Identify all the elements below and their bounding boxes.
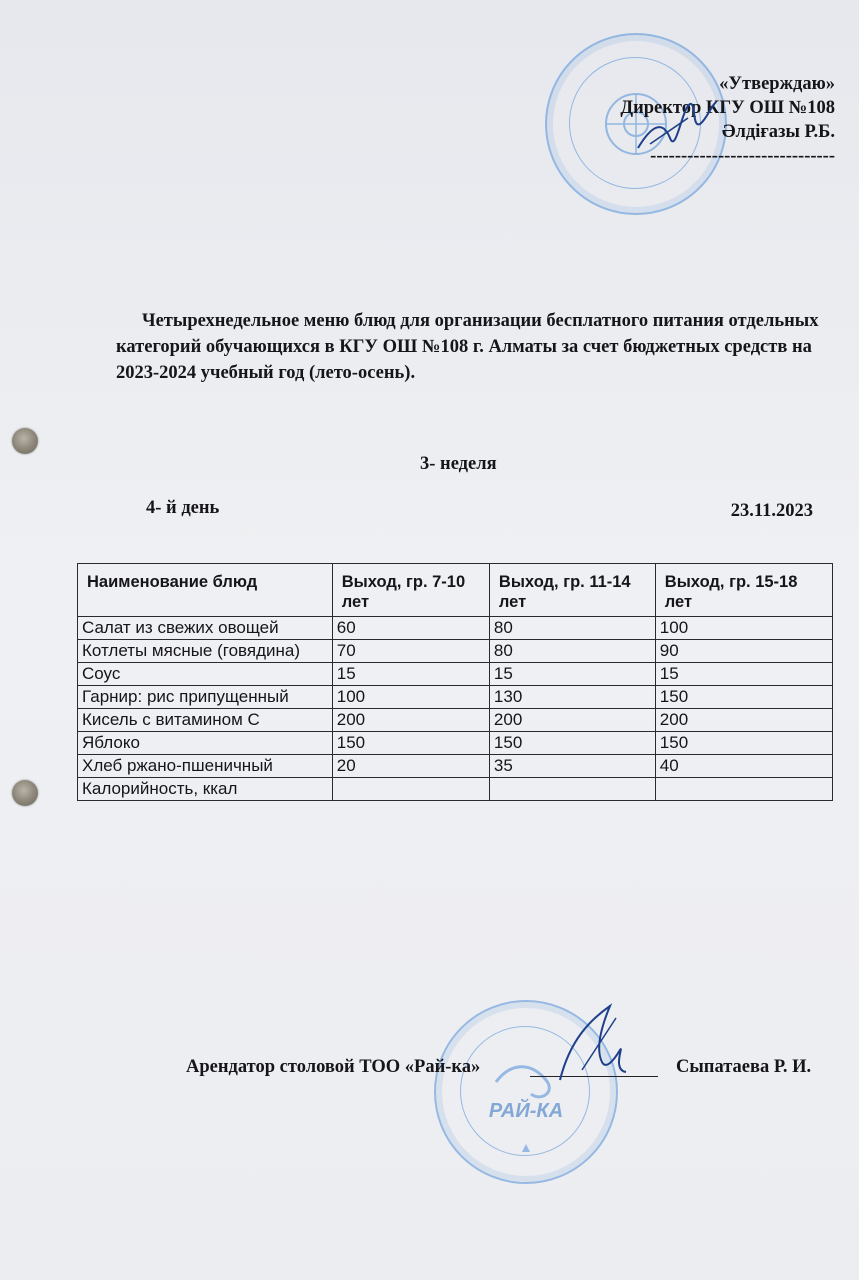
portion-7-10: 60	[332, 617, 489, 640]
approval-signature-line: ------------------------------	[650, 146, 835, 166]
column-header-dish: Наименование блюд	[78, 564, 333, 617]
portion-7-10: 100	[332, 686, 489, 709]
portion-11-14: 35	[489, 755, 655, 778]
column-header-11-14-text: Выход, гр. 11-14 лет	[498, 573, 631, 611]
portion-7-10: 200	[332, 709, 489, 732]
portion-7-10: 150	[332, 732, 489, 755]
table-row	[78, 755, 833, 778]
date-label: 23.11.2023	[730, 501, 813, 521]
table-row	[78, 709, 833, 732]
table-row	[78, 686, 833, 709]
portion-15-18: 40	[655, 755, 832, 778]
portion-7-10: 70	[332, 640, 489, 663]
portion-7-10: 20	[332, 755, 489, 778]
portion-11-14: 130	[489, 686, 655, 709]
portion-11-14: 15	[489, 663, 655, 686]
portion-11-14: 150	[489, 732, 655, 755]
portion-15-18: 150	[655, 686, 832, 709]
day-label: 4- й день	[146, 498, 220, 518]
portion-15-18: 150	[655, 732, 832, 755]
table-row	[78, 640, 833, 663]
director-signature	[630, 88, 720, 158]
portion-7-10	[332, 778, 489, 801]
dish-name: Гарнир: рис припущенный	[78, 686, 333, 709]
portion-11-14	[489, 778, 655, 801]
punch-hole-bottom	[12, 780, 38, 806]
column-header-15-18-text: Выход, гр. 15-18 лет	[664, 573, 798, 611]
dish-name: Калорийность, ккал	[78, 778, 333, 801]
approval-heading: «Утверждаю»	[719, 74, 835, 94]
dish-name: Котлеты мясные (говядина)	[78, 640, 333, 663]
tenant-name: Сыпатаева Р. И.	[676, 1057, 812, 1077]
portion-11-14: 80	[489, 617, 655, 640]
table-header-row	[78, 564, 833, 617]
portion-15-18: 15	[655, 663, 832, 686]
dish-name: Соус	[78, 663, 333, 686]
portion-11-14: 200	[489, 709, 655, 732]
column-header-7-10	[332, 564, 489, 617]
table-row	[78, 617, 833, 640]
menu-table	[77, 563, 833, 801]
dish-name: Яблоко	[78, 732, 333, 755]
tenant-label: Арендатор столовой ТОО «Рай-ка»	[186, 1057, 481, 1077]
approval-name: Әлдіғазы Р.Б.	[721, 122, 835, 142]
dish-name: Кисель с витамином С	[78, 709, 333, 732]
column-header-15-18	[655, 564, 832, 617]
punch-hole-top	[12, 428, 38, 454]
dish-name: Хлеб ржано-пшеничный	[78, 755, 333, 778]
portion-7-10: 15	[332, 663, 489, 686]
portion-11-14: 80	[489, 640, 655, 663]
approval-position: Директор КГУ ОШ №108	[620, 98, 835, 118]
portion-15-18	[655, 778, 832, 801]
document-title: Четырехнедельное меню блюд для организации бесплатного питания отдельных категорий обучающихся в КГУ ОШ №108 г. Алматы за счет бюджетных средств на 2023-2024 учебный год (лето-осень).	[116, 311, 819, 383]
table-row	[78, 778, 833, 801]
column-header-7-10-text: Выход, гр. 7-10 лет	[341, 573, 466, 611]
table-row	[78, 663, 833, 686]
tenant-signature	[540, 1000, 630, 1090]
portion-15-18: 200	[655, 709, 832, 732]
dish-name: Салат из свежих овощей	[78, 617, 333, 640]
column-header-11-14	[489, 564, 655, 617]
week-label: 3- неделя	[420, 454, 497, 474]
table-row	[78, 732, 833, 755]
portion-15-18: 100	[655, 617, 832, 640]
portion-15-18: 90	[655, 640, 832, 663]
company-stamp-text: РАЙ-КА	[488, 1100, 564, 1122]
